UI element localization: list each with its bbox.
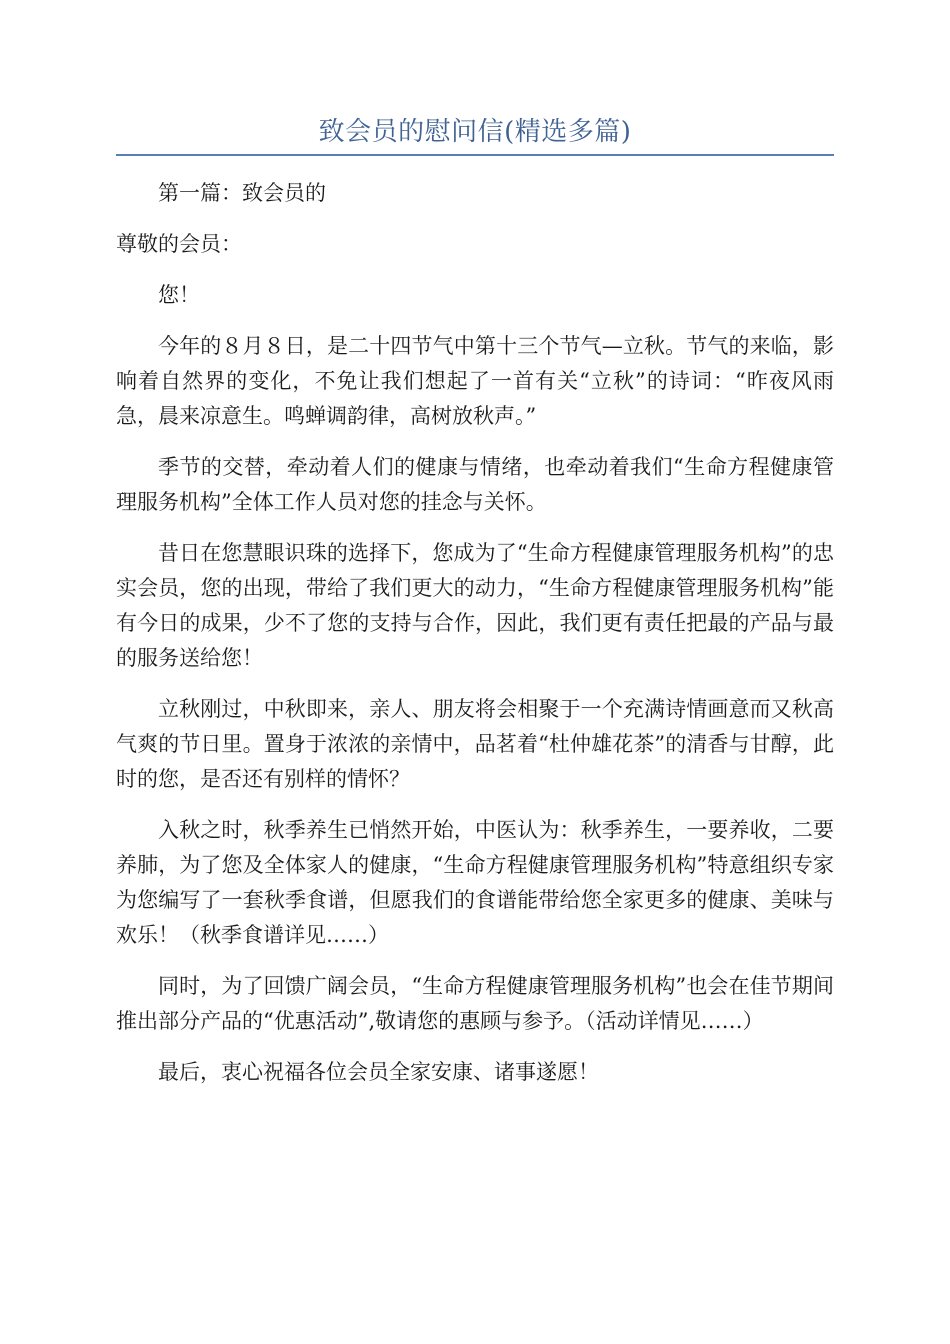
- greeting: 您！: [158, 283, 200, 307]
- document-body: [116, 176, 834, 1106]
- body-paragraph: 同时，为了回馈广阔会员，“生命方程健康管理服务机构”也会在佳节期间推出部分产品的“优惠活动”,敬请您的惠顾与参予。（活动详情见……）: [116, 974, 834, 1033]
- document-title: 致会员的慰问信(精选多篇): [318, 117, 632, 147]
- salutation: 尊敬的会员：: [116, 232, 242, 256]
- body-paragraph: 今年的８月８日，是二十四节气中第十三个节气—立秋。节气的来临，影响着自然界的变化，不免让我们想起了一首有关“立秋”的诗词：“昨夜风雨急，晨来凉意生。鸣蝉调韵律，高树放秋声。”: [116, 334, 834, 428]
- title-underline: [116, 154, 834, 156]
- body-paragraph: 入秋之时，秋季养生已悄然开始，中医认为：秋季养生，一要养收，二要养肺，为了您及全体家人的健康，“生命方程健康管理服务机构”特意组织专家为您编写了一套秋季食谱，但愿我们的食谱能带给您全家更多的健康、美味与欢乐！（秋季食谱详见……）: [116, 818, 834, 947]
- body-paragraph: 季节的交替，牵动着人们的健康与情绪，也牵动着我们“生命方程健康管理服务机构”全体工作人员对您的挂念与关怀。: [116, 455, 834, 514]
- body-paragraph: 立秋刚过，中秋即来，亲人、朋友将会相聚于一个充满诗情画意而又秋高气爽的节日里。置身于浓浓的亲情中，品茗着“杜仲雄花茶”的清香与甘醇，此时的您，是否还有别样的情怀？: [116, 697, 834, 791]
- body-paragraph: 昔日在您慧眼识珠的选择下，您成为了“生命方程健康管理服务机构”的忠实会员，您的出现，带给了我们更大的动力，“生命方程健康管理服务机构”能有今日的成果，少不了您的支持与合作，因此，我们更有责任把最的产品与最的服务送给您！: [116, 541, 834, 670]
- section-heading: 第一篇：致会员的: [158, 181, 326, 205]
- closing-paragraph: 最后，衷心祝福各位会员全家安康、诸事遂愿！: [158, 1060, 599, 1084]
